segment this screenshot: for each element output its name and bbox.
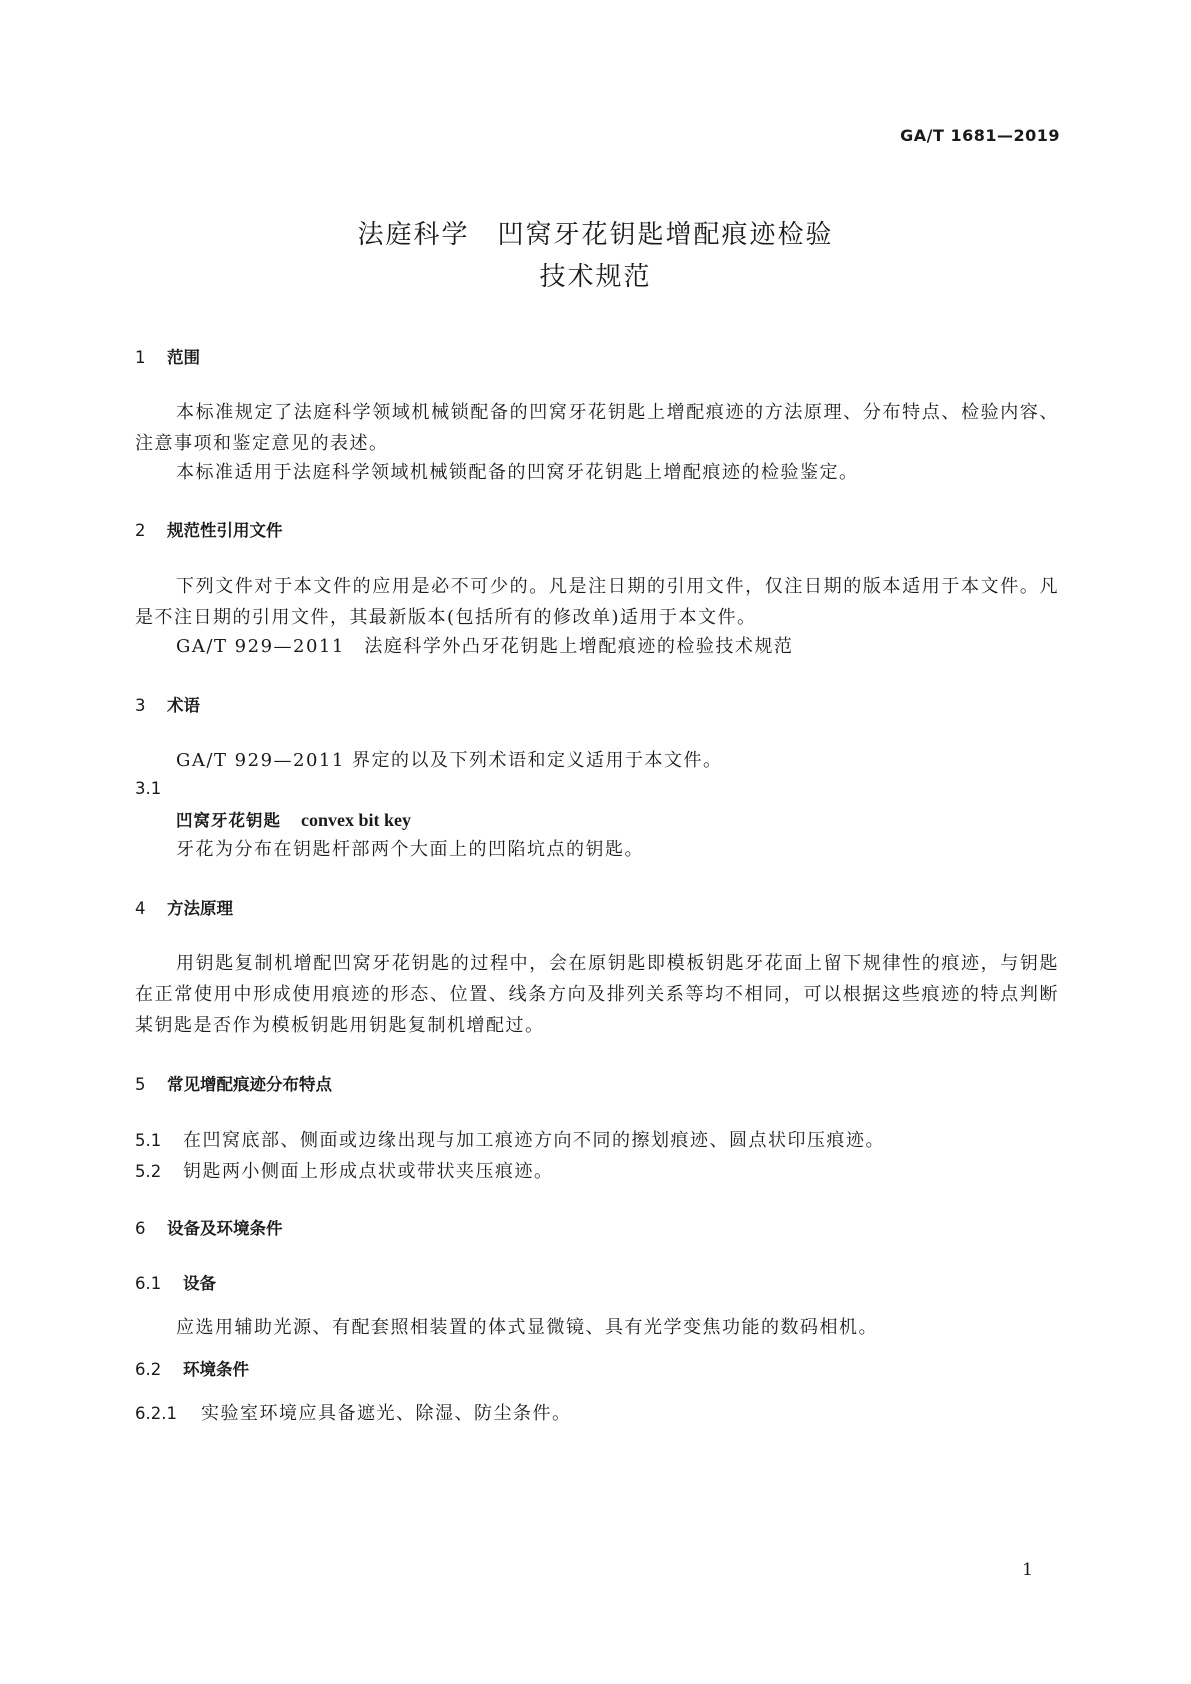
item-text: 在凹窝底部、侧面或边缘出现与加工痕迹方向不同的擦划痕迹、圆点状印压痕迹。 <box>183 1130 885 1151</box>
section-1-heading <box>135 344 200 368</box>
subsection-number: 6.2 <box>135 1360 162 1379</box>
section-title: 设备及环境条件 <box>167 1219 283 1238</box>
page-number: 1 <box>1022 1560 1033 1580</box>
section-number: 3 <box>135 696 146 715</box>
section-3-paragraph-1: GA/T 929—2011 界定的以及下列术语和定义适用于本文件。 <box>176 750 723 771</box>
subsection-6-2-heading <box>135 1356 249 1380</box>
section-number: 1 <box>135 348 146 367</box>
section-title: 常见增配痕迹分布特点 <box>167 1075 332 1094</box>
section-number: 5 <box>135 1075 146 1094</box>
list-item <box>135 1157 554 1183</box>
section-number: 4 <box>135 899 146 918</box>
section-1-paragraph-2: 本标准适用于法庭科学领域机械锁配备的凹窝牙花钥匙上增配痕迹的检验鉴定。 <box>176 462 859 483</box>
section-2-paragraph-1: 下列文件对于本文件的应用是必不可少的。凡是注日期的引用文件，仅注日期的版本适用于本文件。凡是不注日期的引用文件，其最新版本(包括所有的修改单)适用于本文件。 <box>135 576 1059 628</box>
section-2-heading <box>135 517 283 541</box>
section-title: 术语 <box>167 696 200 715</box>
section-5-heading <box>135 1071 332 1095</box>
subsection-title: 设备 <box>183 1274 216 1293</box>
document-title-line2: 技术规范 <box>539 262 652 292</box>
term-definition: 牙花为分布在钥匙杆部两个大面上的凹陷坑点的钥匙。 <box>176 839 644 860</box>
section-1-paragraph-1: 本标准规定了法庭科学领域机械锁配备的凹窝牙花钥匙上增配痕迹的方法原理、分布特点、检验内容、注意事项和鉴定意见的表述。 <box>135 402 1059 454</box>
clause-text: 实验室环境应具备遮光、除湿、防尘条件。 <box>201 1403 572 1424</box>
section-4-paragraph-1: 用钥匙复制机增配凹窝牙花钥匙的过程中，会在原钥匙即模板钥匙牙花面上留下规律性的痕迹，与钥匙在正常使用中形成使用痕迹的形态、位置、线条方向及排列关系等均不相同，可以根据这些痕迹的特点判断某钥匙是否作为模板钥匙用钥匙复制机增配过。 <box>135 953 1059 1036</box>
term-number: 3.1 <box>135 779 162 798</box>
normative-reference: GA/T 929—2011 法庭科学外凸牙花钥匙上增配痕迹的检验技术规范 <box>176 636 794 657</box>
clause-number: 6.2.1 <box>135 1404 177 1423</box>
standard-code: GA/T 1681—2019 <box>900 126 1060 145</box>
document-title-line1: 法庭科学 凹窝牙花钥匙增配痕迹检验 <box>357 220 834 250</box>
section-number: 6 <box>135 1219 146 1238</box>
item-text: 钥匙两小侧面上形成点状或带状夹压痕迹。 <box>183 1161 554 1182</box>
section-6-heading <box>135 1215 283 1239</box>
section-title: 方法原理 <box>167 899 233 918</box>
section-4-heading <box>135 895 233 919</box>
subsection-6-1-heading <box>135 1270 216 1294</box>
term-name-zh: 凹窝牙花钥匙 <box>176 811 281 830</box>
section-number: 2 <box>135 521 146 540</box>
term-name-en: convex bit key <box>301 810 411 830</box>
section-3-heading <box>135 692 200 716</box>
subsection-title: 环境条件 <box>183 1360 249 1379</box>
subsection-number: 6.1 <box>135 1274 162 1293</box>
section-title: 规范性引用文件 <box>167 521 283 540</box>
section-title: 范围 <box>167 348 200 367</box>
item-number: 5.1 <box>135 1131 162 1150</box>
clause-6-2-1 <box>135 1399 572 1425</box>
list-item <box>135 1126 885 1152</box>
term-name <box>176 807 411 831</box>
item-number: 5.2 <box>135 1162 162 1181</box>
subsection-6-1-paragraph: 应选用辅助光源、有配套照相装置的体式显微镜、具有光学变焦功能的数码相机。 <box>176 1317 878 1338</box>
